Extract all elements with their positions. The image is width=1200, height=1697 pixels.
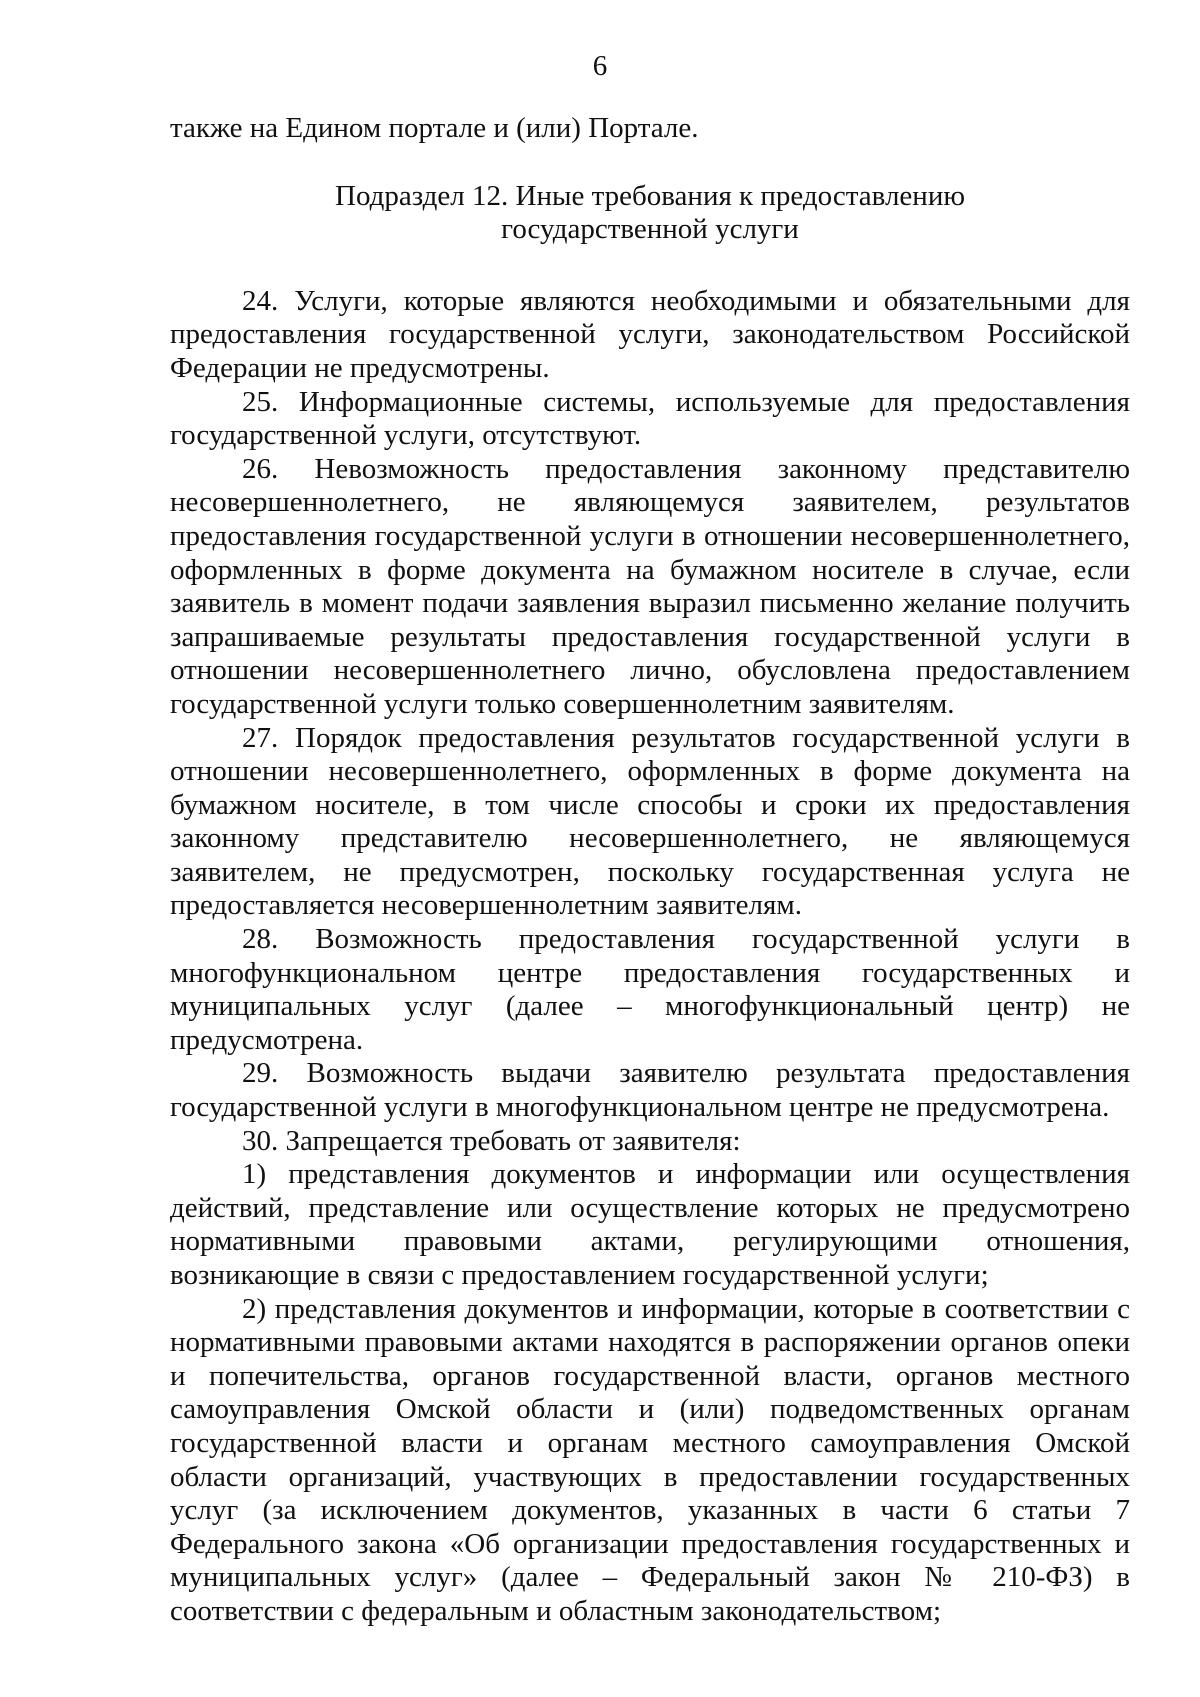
paragraph-24: 24. Услуги, которые являются необходимыми и обязательными для предоставления государственной услуги, законодательством Российской Федерации не предусмотрены. bbox=[170, 284, 1130, 384]
subsection-heading bbox=[170, 180, 1130, 247]
page-number: 6 bbox=[592, 50, 608, 82]
paragraph-30: 30. Запрещается требовать от заявителя: bbox=[242, 1124, 741, 1157]
paragraph-29: 29. Возможность выдачи заявителю результата предоставления государственной услуги в многофункциональном центре не предусмотрена. bbox=[170, 1057, 1130, 1124]
continuation-text: также на Едином портале и (или) Портале. bbox=[170, 112, 699, 144]
list-item-2: 2) представления документов и информации, которые в соответствии с нормативными правовыми актами находятся в распоряжении органов опеки и попечительства, органов государственной власти, органов местного самоуправления Омской области и (или) подведомственных органам государственной власти и органам местного самоуправления Омской области организаций, участвующих в предоставлении государственных услуг (за исключением документов, указанных в части 6 статьи 7 Федерального закона «Об организации предоставления государственных и муниципальных услуг» (далее – Федеральный закон № 210-ФЗ) в соответствии с федеральным и областным законодательством; bbox=[170, 1292, 1130, 1627]
list-item-1: 1) представления документов и информации или осуществления действий, представление или осуществление которых не предусмотрено нормативными правовыми актами, регулирующими отношения, возникающие в связи с предоставлением государственной услуги; bbox=[170, 1158, 1130, 1291]
paragraph-27: 27. Порядок предоставления результатов государственной услуги в отношении несовершеннолетнего, оформленных в форме документа на бумажном носителе, в том числе способы и сроки их предоставления законному представителю несовершеннолетнего, не являющемуся заявителем, не предусмотрен, поскольку государственная услуга не предоставляется несовершеннолетним заявителям. bbox=[170, 721, 1130, 922]
document-body bbox=[170, 112, 1130, 1629]
paragraph-26: 26. Невозможность предоставления законному представителю несовершеннолетнего, не являющемуся заявителем, результатов предоставления государственной услуги в отношении несовершеннолетнего, оформленных в форме документа на бумажном носителе в случае, если заявитель в момент подачи заявления выразил письменно желание получить запрашиваемые результаты предоставления государственной услуги в отношении несовершеннолетнего лично, обусловлена предоставлением государственной услуги только совершеннолетним заявителям. bbox=[170, 452, 1130, 720]
paragraph-25: 25. Информационные системы, используемые для предоставления государственной услуги, отсутствуют. bbox=[170, 385, 1130, 452]
paragraph-28: 28. Возможность предоставления государственной услуги в многофункциональном центре предоставления государственных и муниципальных услуг (далее – многофункциональный центр) не предусмотрена. bbox=[170, 923, 1130, 1056]
heading-line-2: государственной услуги bbox=[501, 213, 799, 246]
heading-line-1: Подраздел 12. Иные требования к предоставлению bbox=[335, 179, 965, 212]
